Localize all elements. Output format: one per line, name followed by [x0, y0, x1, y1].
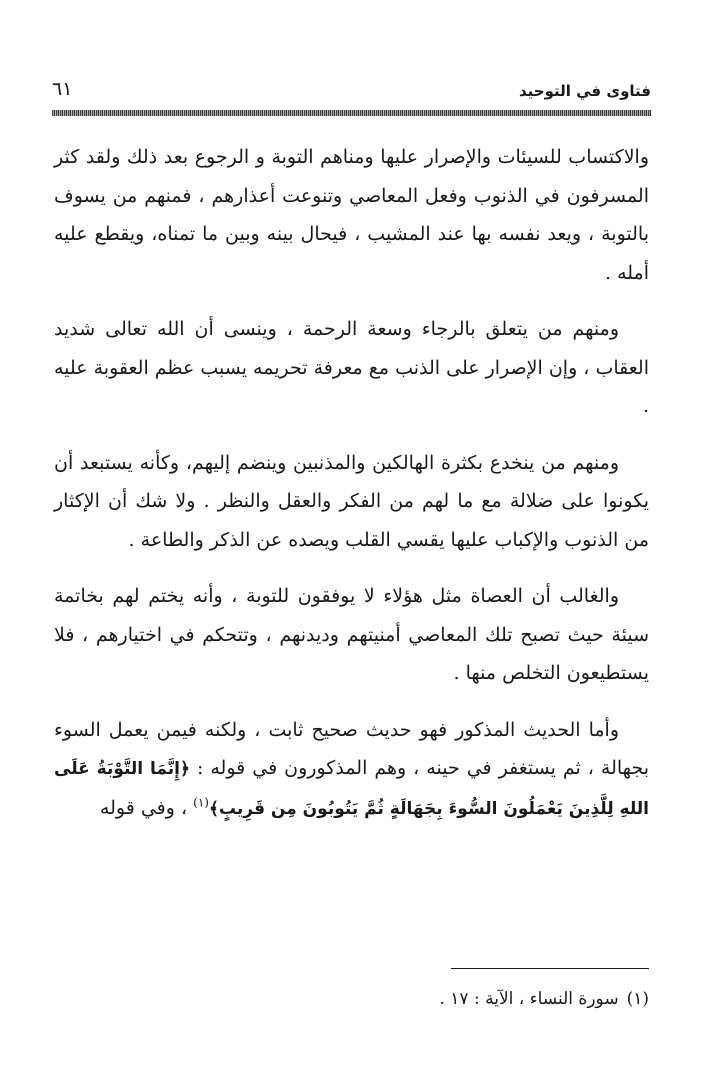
paragraph: والغالب أن العصاة مثل هؤلاء لا يوفقون للتوبة ، وأنه يختم لهم بخاتمة سيئة حيث تصبح تلك المعاصي أمنيتهم وديدنهم ، وتتحكم في اختيارهم ، فلا يستطيعون التخلص منها . — [54, 585, 649, 684]
header-divider — [52, 110, 651, 116]
paragraph: ومنهم من ينخدع بكثرة الهالكين والمذنبين وينضم إليهم، وكأنه يستبعد أن يكونوا على ضلالة مع ما لهم من الفكر والعقل والنظر . ولا شك أن الإكثار من الذنوب والإكباب عليها يقسي القلب ويصده عن الذكر والطاعة . — [54, 451, 649, 551]
paragraph-text: ، وفي قوله — [99, 796, 194, 819]
main-text — [54, 138, 649, 846]
footnote-divider — [451, 968, 649, 969]
footnote-text: سورة النساء ، الآية : ١٧ . — [439, 989, 619, 1009]
footnote-marker: (١) — [626, 989, 649, 1009]
paragraph-with-verse — [54, 711, 649, 829]
footnote-reference: (١) — [193, 795, 209, 810]
running-header — [52, 78, 651, 106]
paragraph: ومنهم من يتعلق بالرجاء وسعة الرحمة ، وينسى أن الله تعالى شديد العقاب ، وإن الإصرار على الذنب مع معرفة تحريمه يسبب عظم العقوبة عليه . — [54, 318, 649, 417]
quran-verse: ﴿إِنَّمَا التَّوْبَةُ عَلَى اللهِ لِلَّذِينَ يَعْمَلُونَ السُّوءَ بِجَهَالَةٍ ثُمَّ يَتُوبُونَ مِن قَرِيبٍ﴾ — [54, 759, 649, 819]
paragraph: والاكتساب للسيئات والإصرار عليها ومناهم التوبة و الرجوع بعد ذلك ولقد كثر المسرفون في الذنوب وفعل المعاصي وتنوعت أعذارهم ، فمنهم من يسوف بالتوبة ، ويعد نفسه بها عند المشيب ، فيحال بينه وبين ما تمناه، ويقطع عليه أمله . — [54, 146, 649, 284]
paragraph-text: وأما الحديث المذكور فهو حديث صحيح ثابت ، ولكنه فيمن يعمل السوء بجهالة ، ثم يستغفر في حينه ، وهم المذكورون في قوله : — [54, 718, 649, 779]
footnote — [54, 984, 649, 1014]
page-number: ٦١ — [52, 78, 73, 100]
book-title: فتاوى في التوحيد — [519, 82, 651, 100]
